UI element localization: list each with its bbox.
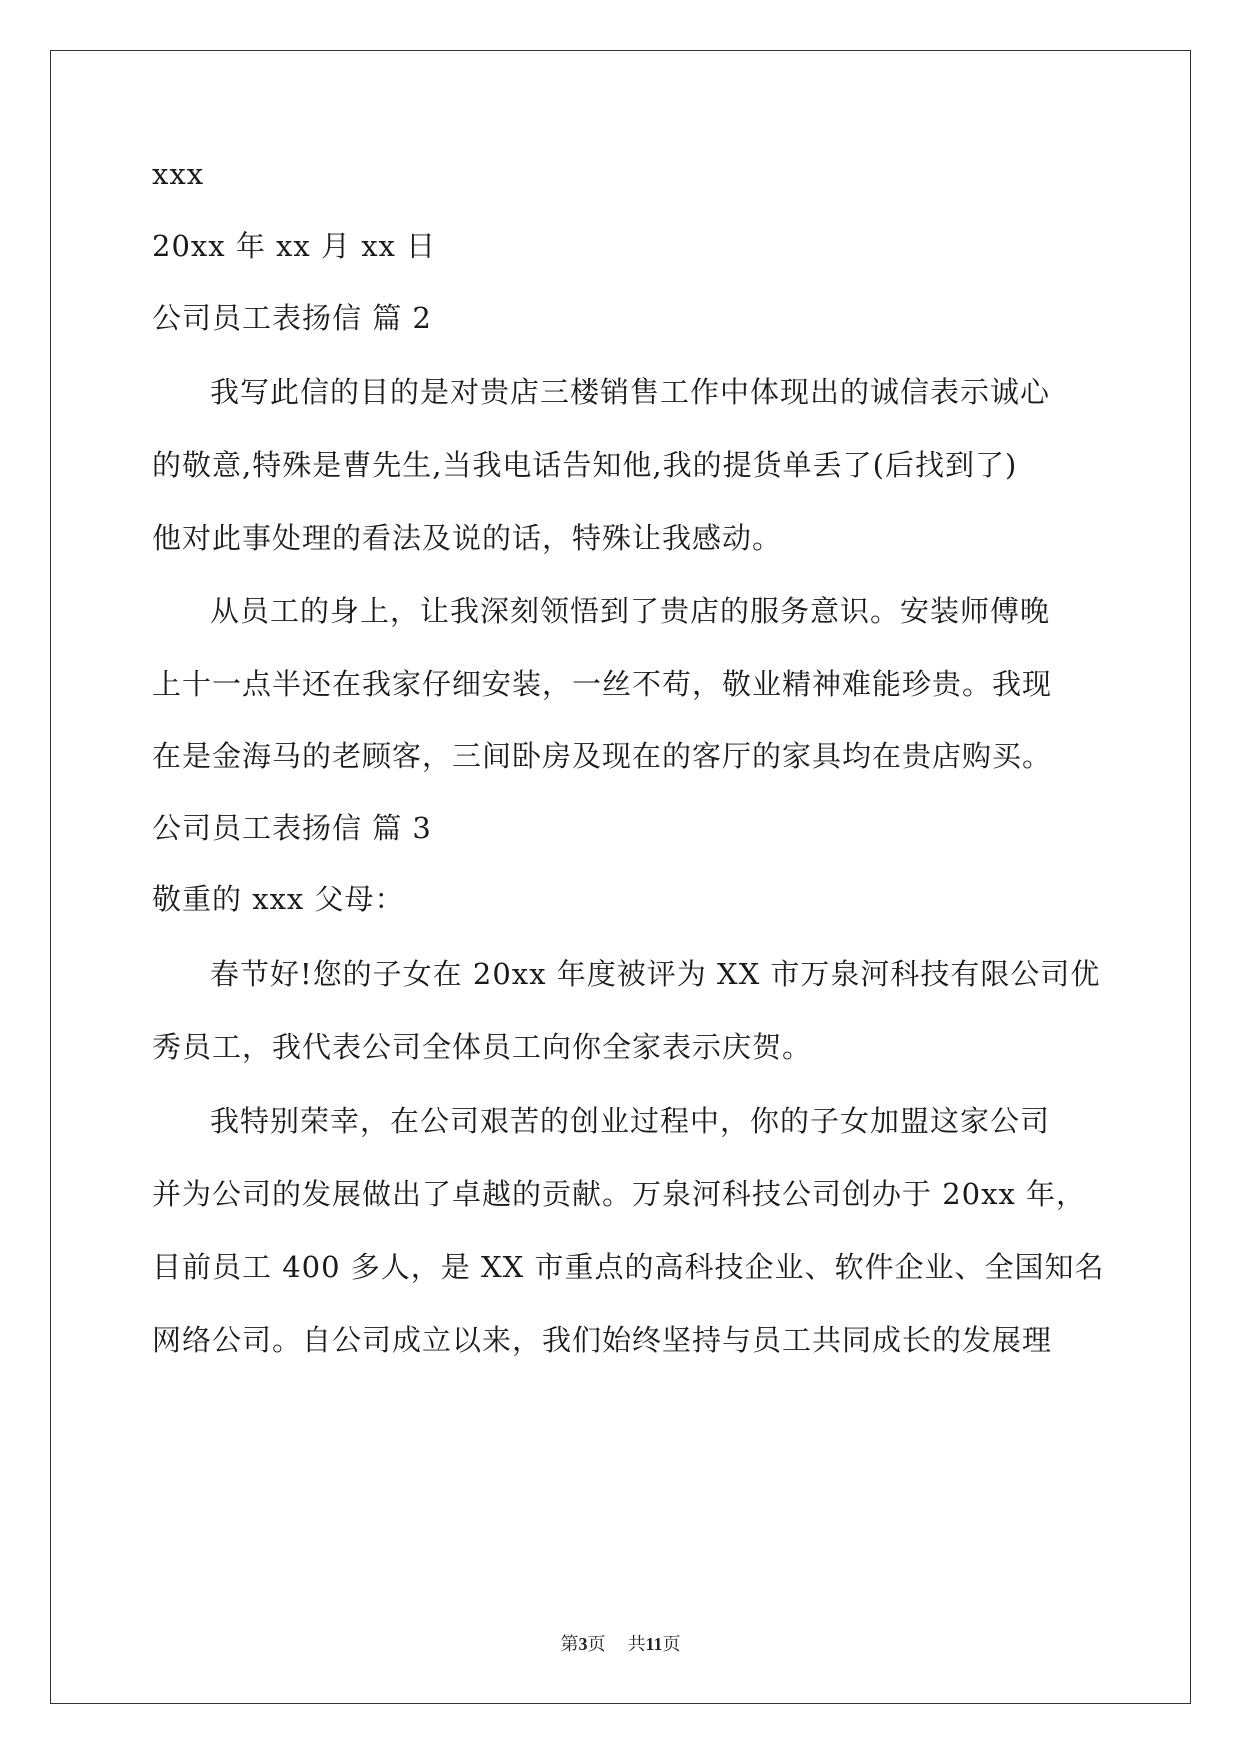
total-label-prefix: 共 xyxy=(627,1634,646,1654)
paragraph-line: 的敬意,特殊是曹先生,当我电话告知他,我的提货单丢了(后找到了) xyxy=(152,448,1018,482)
paragraph-line: 秀员工，我代表公司全体员工向你全家表示庆贺。 xyxy=(152,1030,813,1064)
paragraph-line: 网络公司。自公司成立以来，我们始终坚持与员工共同成长的发展理 xyxy=(152,1323,1053,1357)
current-page-number: 3 xyxy=(578,1634,588,1654)
paragraph-line: 春节好!您的子女在 20xx 年度被评为 XX 市万泉河科技有限公司优 xyxy=(210,957,1101,991)
paragraph-line: 我特别荣幸，在公司艰苦的创业过程中，你的子女加盟这家公司 xyxy=(210,1104,1051,1138)
total-label-suffix: 页 xyxy=(662,1634,681,1654)
page-footer xyxy=(0,1630,1241,1656)
paragraph-line: 我写此信的目的是对贵店三楼销售工作中体现出的诚信表示诚心 xyxy=(210,375,1051,409)
paragraph-line: 在是金海马的老顾客，三间卧房及现在的客厅的家具均在贵店购买。 xyxy=(152,739,1053,773)
page-label-prefix: 第 xyxy=(560,1634,579,1654)
paragraph-line: 目前员工 400 多人，是 XX 市重点的高科技企业、软件企业、全国知名 xyxy=(152,1250,1105,1284)
paragraph-line: 上十一点半还在我家仔细安装，一丝不苟，敬业精神难能珍贵。我现 xyxy=(152,667,1053,701)
paragraph-line: 并为公司的发展做出了卓越的贡献。万泉河科技公司创办于 20xx 年， xyxy=(152,1177,1087,1211)
section-heading-2: 公司员工表扬信 篇 2 xyxy=(152,301,432,335)
salutation: 敬重的 xxx 父母： xyxy=(152,882,405,916)
paragraph-line: 从员工的身上，让我深刻领悟到了贵店的服务意识。安装师傅晚 xyxy=(210,594,1051,628)
signature-date: 20xx 年 xx 月 xx 日 xyxy=(152,229,437,263)
page-border xyxy=(50,50,1191,1704)
paragraph-line: 他对此事处理的看法及说的话，特殊让我感动。 xyxy=(152,521,783,555)
total-page-number: 11 xyxy=(645,1634,663,1654)
section-heading-3: 公司员工表扬信 篇 3 xyxy=(152,811,432,845)
signature-name: xxx xyxy=(152,157,205,191)
page-label-suffix: 页 xyxy=(587,1634,606,1654)
